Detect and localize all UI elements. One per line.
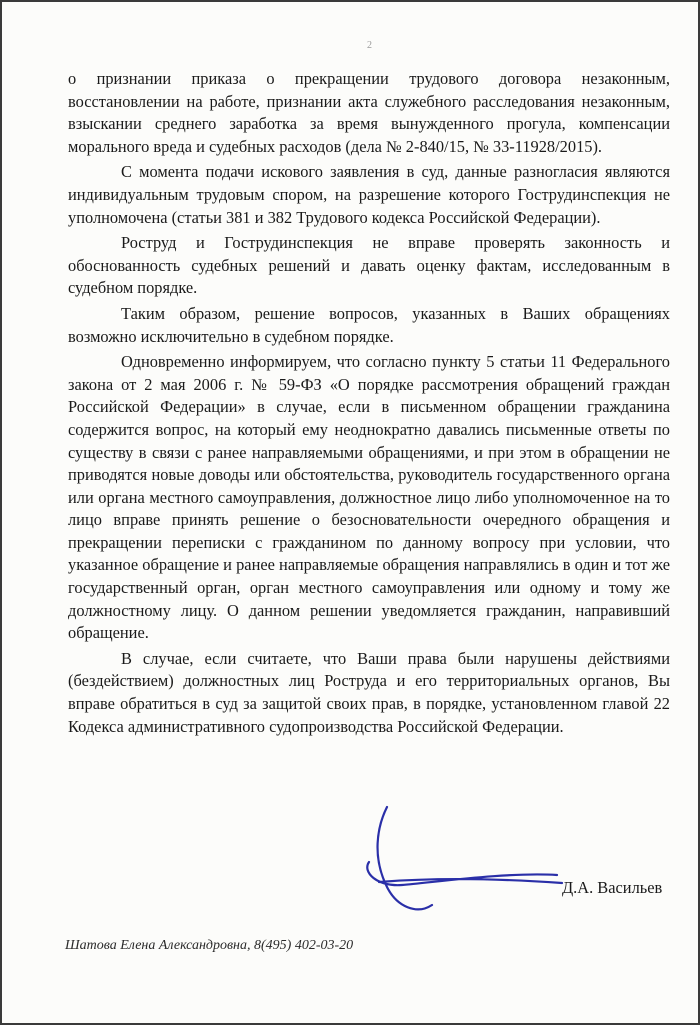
page-number: 2: [367, 40, 372, 51]
paragraph-1: о признании приказа о прекращении трудового договора незаконным, восстановлении на работе, признании акта служебного расследования незаконным, взыскании среднего заработка за время вынужденного прогула, компенсации морального вреда и судебных расходов (дела № 2-840/15, № 33-11928/2015).: [68, 69, 670, 156]
paragraph-6: В случае, если считаете, что Ваши права были нарушены действиями (бездействием) должностных лиц Роструда и его территориальных органов, Вы вправе обратиться в суд за защитой своих прав, в порядке, установленном главой 22 Кодекса административного судопроизводства Российской Федерации.: [68, 648, 670, 736]
paragraph-4: Таким образом, решение вопросов, указанных в Ваших обращениях возможно исключительно в судебном порядке.: [68, 303, 670, 346]
executor-contact: Шатова Елена Александровна, 8(495) 402-03-20: [65, 938, 354, 953]
handwritten-signature: [357, 787, 597, 927]
paragraph-3: Роструд и Гострудинспекция не вправе проверять законность и обоснованность судебных решений и давать оценку фактам, исследованным в судебном порядке.: [68, 233, 670, 298]
paragraph-2: С момента подачи искового заявления в суд, данные разногласия являются индивидуальным трудовым спором, на разрешение которого Гострудинспекция не уполномочена (статьи 381 и 382 Трудового кодекса Российской Федерации).: [68, 162, 670, 227]
paragraph-5: Одновременно информируем, что согласно пункту 5 статьи 11 Федерального закона от 2 мая 2006 г. № 59-ФЗ «О порядке рассмотрения обращений граждан Российской Федерации» в случае, если в письменном обращении гражданина содержится вопрос, на который ему неоднократно давались письменные ответы по существу в связи с ранее направляемыми обращениями, и при этом в обращении не приводятся новые доводы или обстоятельства, руководитель государственного органа или органа местного самоуправления, должностное лицо либо уполномоченное на то лицо вправе принять решение о безосновательности очередного обращения и прекращении переписки с гражданином по данному вопросу при условии, что указанное обращение и ранее направляемые обращения направлялись в один и тот же государственный орган, орган местного самоуправления или одному и тому же должностному лицу. О данном решении уведомляется гражданин, направивший обращение.: [68, 352, 670, 643]
signatory-name: Д.А. Васильев: [562, 878, 663, 897]
letter-body: [68, 68, 670, 741]
